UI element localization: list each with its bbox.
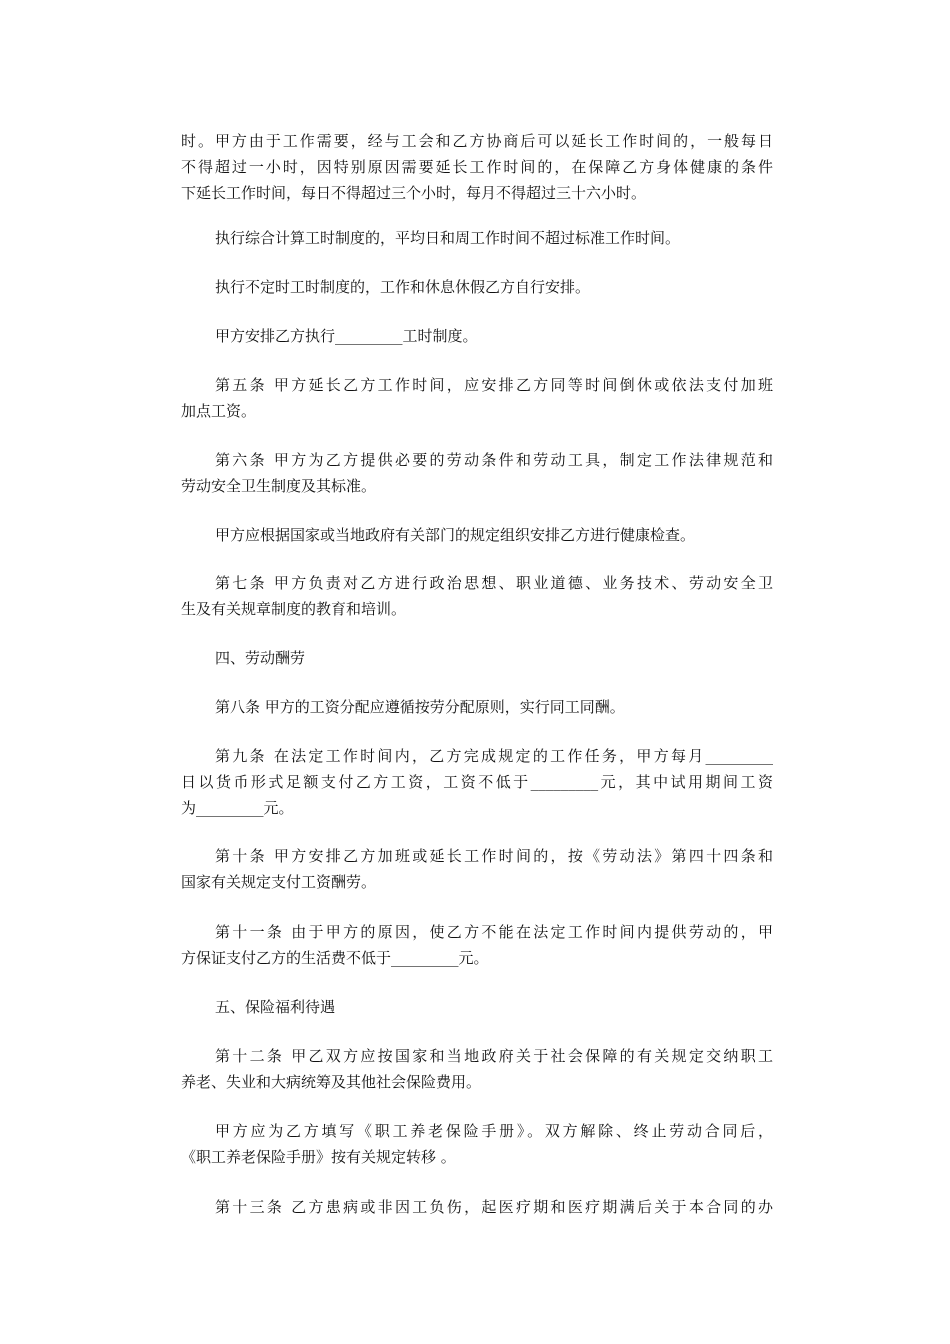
paragraph-article-8 [181,694,773,720]
paragraph-line: 第十条 甲方安排乙方加班或延长工作时间的，按《劳动法》第四十四条和 [215,847,773,865]
paragraph-article-11 [181,919,773,971]
paragraph-line: 劳动安全卫生制度及其标准。 [181,477,377,495]
paragraph-line: 执行不定时工时制度的，工作和休息休假乙方自行安排。 [215,278,591,296]
paragraph-line: 时。甲方由于工作需要，经与工会和乙方协商后可以延长工作时间的，一般每日 [181,132,773,150]
paragraph-article-9 [181,743,773,821]
paragraph-article-6 [181,447,773,499]
paragraph-line: 第十二条 甲乙双方应按国家和当地政府关于社会保障的有关规定交纳职工 [215,1047,773,1065]
paragraph-article-10 [181,843,773,895]
paragraph-comprehensive-hours [181,225,773,251]
paragraph-working-hours-extension [181,128,773,206]
paragraph-line: 四、劳动酬劳 [215,649,306,667]
paragraph-line: 甲方安排乙方执行_________工时制度。 [215,327,478,345]
section-heading-insurance [181,994,773,1020]
paragraph-line: 养老、失业和大病统筹及其他社会保险费用。 [181,1073,482,1091]
paragraph-flexible-hours [181,274,773,300]
paragraph-line: 生及有关规章制度的教育和培训。 [181,600,407,618]
paragraph-line: 第七条 甲方负责对乙方进行政治思想、职业道德、业务技术、劳动安全卫 [215,574,773,592]
paragraph-line: 为_________元。 [181,799,294,817]
paragraph-line: 第五条 甲方延长乙方工作时间，应安排乙方同等时间倒休或依法支付加班 [215,376,773,394]
paragraph-line: 不得超过一小时，因特别原因需要延长工作时间的，在保障乙方身体健康的条件 [181,158,773,176]
paragraph-line: 第十一条 由于甲方的原因，使乙方不能在法定工作时间内提供劳动的，甲 [215,923,773,941]
paragraph-line: 第十三条 乙方患病或非因工负伤，起医疗期和医疗期满后关于本合同的办 [215,1198,773,1216]
paragraph-pension-booklet [181,1118,773,1170]
paragraph-hours-system [181,323,773,349]
paragraph-line: 甲方应根据国家或当地政府有关部门的规定组织安排乙方进行健康检查。 [215,526,696,544]
paragraph-article-12 [181,1043,773,1095]
paragraph-line: 五、保险福利待遇 [215,998,336,1016]
paragraph-health-check [181,522,773,548]
paragraph-line: 第九条 在法定工作时间内，乙方完成规定的工作任务，甲方每月_________ [215,747,773,765]
paragraph-line: 下延长工作时间，每日不得超过三个小时，每月不得超过三十六小时。 [181,184,647,202]
paragraph-line: 甲方应为乙方填写《职工养老保险手册》。双方解除、终止劳动合同后， [215,1122,773,1140]
paragraph-line: 执行综合计算工时制度的，平均日和周工作时间不超过标准工作时间。 [215,229,681,247]
paragraph-line: 第六条 甲方为乙方提供必要的劳动条件和劳动工具，制定工作法律规范和 [215,451,773,469]
paragraph-line: 方保证支付乙方的生活费不低于_________元。 [181,949,489,967]
paragraph-article-7 [181,570,773,622]
paragraph-line: 加点工资。 [181,402,257,420]
paragraph-article-13 [181,1194,773,1220]
paragraph-line: 国家有关规定支付工资酬劳。 [181,873,377,891]
paragraph-line: 日以货币形式足额支付乙方工资，工资不低于_________元，其中试用期间工资 [181,773,773,791]
paragraph-line: 第八条 甲方的工资分配应遵循按劳分配原则，实行同工同酬。 [215,698,625,716]
paragraph-line: 《职工养老保险手册》按有关规定转移 。 [181,1148,456,1166]
paragraph-article-5 [181,372,773,424]
section-heading-remuneration [181,645,773,671]
